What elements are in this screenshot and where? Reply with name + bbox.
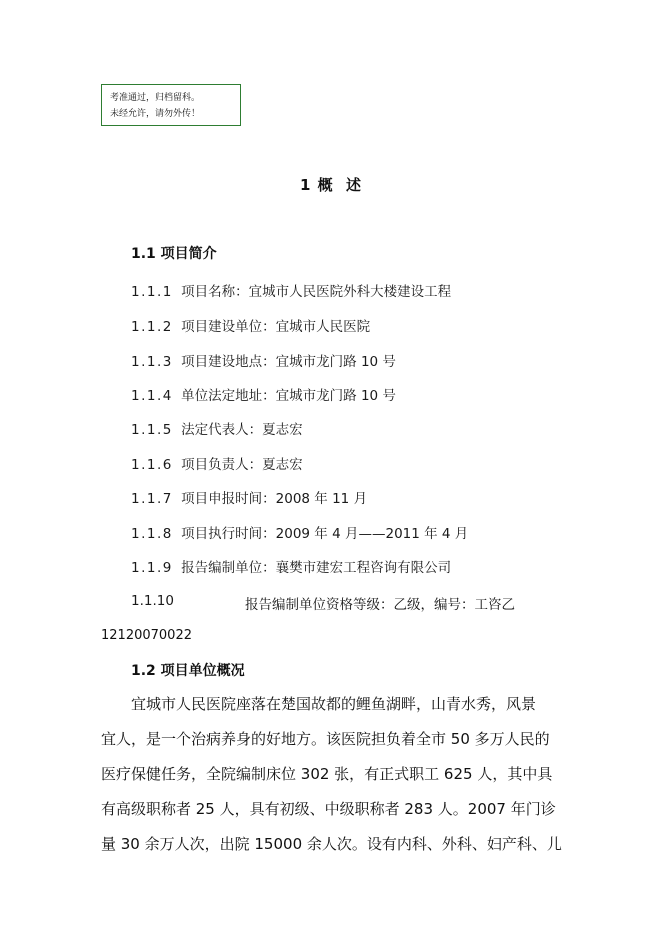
item-text: 项目建设单位：宜城市人民医院 bbox=[181, 319, 371, 335]
approval-stamp-box bbox=[101, 84, 241, 126]
item-text: 单位法定地址：宜城市龙门路 10 号 bbox=[181, 388, 396, 404]
item-number: 1.1.8 bbox=[131, 526, 173, 542]
section-heading-1-1: 1.1 项目简介 bbox=[131, 246, 217, 262]
item-text: 报告编制单位：襄樊市建宏工程咨询有限公司 bbox=[181, 560, 452, 576]
item-number: 1.1.3 bbox=[131, 354, 173, 370]
item-number: 1.1.9 bbox=[131, 560, 173, 576]
project-item bbox=[131, 315, 370, 335]
stamp-line-1: 考准通过，归档留科。 bbox=[110, 93, 201, 103]
item-number: 1.1.7 bbox=[131, 491, 173, 507]
project-item bbox=[131, 487, 367, 507]
project-item bbox=[131, 280, 451, 300]
project-item-10-number: 1.1.10 bbox=[131, 593, 174, 609]
item-number: 1.1.6 bbox=[131, 457, 173, 473]
item-text: 项目建设地点：宜城市龙门路 10 号 bbox=[181, 354, 396, 370]
project-item bbox=[131, 350, 396, 370]
paragraph-line: 医疗保健任务，全院编制床位 302 张，有正式职工 625 人，其中具 bbox=[101, 765, 553, 783]
item-number: 1.1.1 bbox=[131, 284, 173, 300]
item-text: 法定代表人：夏志宏 bbox=[181, 422, 303, 438]
item-number: 1.1.2 bbox=[131, 319, 173, 335]
paragraph-line: 有高级职称者 25 人，具有初级、中级职称者 283 人。2007 年门诊 bbox=[101, 800, 556, 818]
item-text: 项目负责人：夏志宏 bbox=[181, 457, 303, 473]
project-item bbox=[131, 384, 396, 404]
item-text: 项目申报时间：2008 年 11 月 bbox=[181, 491, 368, 507]
item-text: 项目执行时间：2009 年 4 月——2011 年 4 月 bbox=[181, 526, 469, 542]
project-item bbox=[131, 556, 451, 576]
project-item bbox=[131, 522, 468, 542]
paragraph-line: 量 30 余万人次，出院 15000 余人次。设有内科、外科、妇产科、儿 bbox=[101, 835, 562, 853]
project-item-10-text: 报告编制单位资格等级：乙级，编号：工咨乙 bbox=[245, 597, 515, 613]
qualification-code: 12120070022 bbox=[101, 628, 192, 643]
project-item bbox=[131, 453, 303, 473]
paragraph-line: 宜人，是一个治病养身的好地方。该医院担负着全市 50 多万人民的 bbox=[101, 730, 550, 748]
paragraph-line: 宜城市人民医院座落在楚国故都的鲤鱼湖畔，山青水秀，风景 bbox=[131, 695, 537, 713]
section-heading-1-2: 1.2 项目单位概况 bbox=[131, 663, 245, 679]
item-text: 项目名称：宜城市人民医院外科大楼建设工程 bbox=[181, 284, 452, 300]
chapter-title: 1 概 述 bbox=[299, 176, 363, 194]
project-item bbox=[131, 418, 303, 438]
item-number: 1.1.5 bbox=[131, 422, 173, 438]
item-number: 1.1.4 bbox=[131, 388, 173, 404]
stamp-line-2: 未经允许，请勿外传！ bbox=[110, 109, 201, 119]
